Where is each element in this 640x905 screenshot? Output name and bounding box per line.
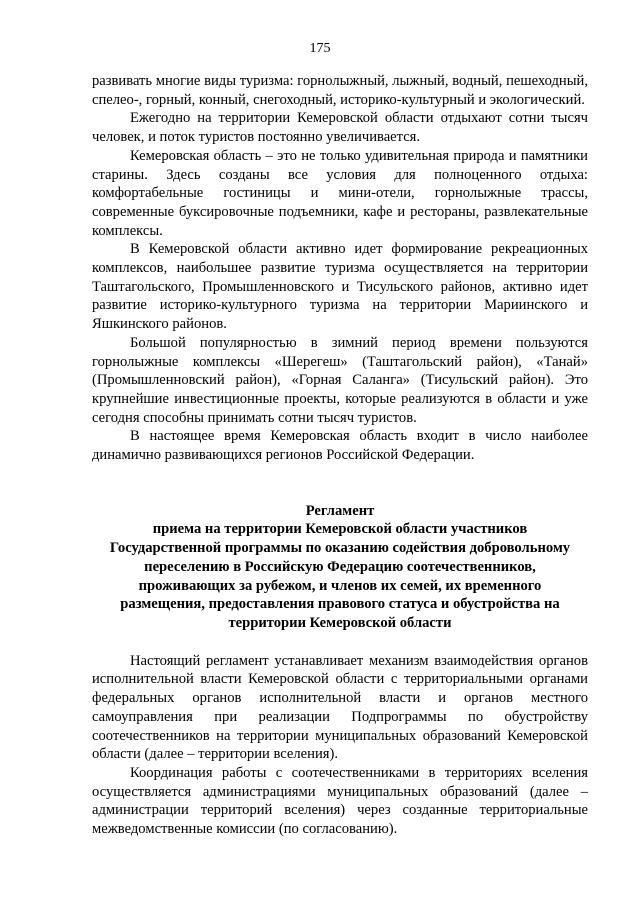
regulation-heading-line: Государственной программы по оказанию содействия добровольному xyxy=(109,540,571,557)
page-number: 175 xyxy=(309,41,331,56)
paragraph-dynamic-region: В настоящее время Кемеровская область входит в число наиболее динамично развивающихся регионов Российской Федерации. xyxy=(92,428,588,464)
regulation-heading-line: переселению в Российскую Федерацию соотечественников, xyxy=(144,558,536,575)
document-body xyxy=(92,72,588,839)
paragraph-tourist-flow: Ежегодно на территории Кемеровской области отдыхают сотни тысяч человек, и поток туристов постоянно увеличивается. xyxy=(92,110,588,146)
regulation-heading-line: приема на территории Кемеровской области участников xyxy=(152,521,528,538)
regulation-heading-line: проживающих за рубежом, и членов их семей, их временного xyxy=(138,577,542,594)
paragraph-recreation-complexes: В Кемеровской области активно идет формирование рекреационных комплексов, наибольшее развитие туризма осуществляется на территории Таштагольского, Промышленновского и Тисульского районов, активно идет развитие историко-культурного туризма на территории Мариинского и Яшкинского районов. xyxy=(92,241,588,333)
regulation-body xyxy=(92,652,588,839)
paragraph-coordination: Координация работы с соотечественниками в территориях вселения осуществляется администрациями муниципальных образований (далее – администрации территорий вселения) через созданные территориальные межведомственные комиссии (по согласованию). xyxy=(92,764,588,838)
regulation-heading xyxy=(92,502,588,633)
regulation-heading-line: территории Кемеровской области xyxy=(228,614,452,631)
paragraph-regulation-mechanism: Настоящий регламент устанавливает механизм взаимодействия органов исполнительной власти Кемеровской области с территориальными органами федеральных органов исполнительной власти и органов местного самоуправления при реализации Подпрограммы по обустройству соотечественников на территории муниципальных образований Кемеровской области (далее – территории вселения). xyxy=(92,652,588,763)
paragraph-ski-resorts: Большой популярностью в зимний период времени пользуются горнолыжные комплексы «Шерегеш» (Таштагольский район), «Танай» (Промышленновский район), «Горная Саланга» (Тисульский район). Это крупнейшие инвестиционные проекты, которые реализуются в области и уже сегодня способны принимать сотни тысяч туристов. xyxy=(92,334,588,426)
regulation-heading-line: размещения, предоставления правового статуса и обустройства на xyxy=(120,596,560,613)
paragraph-tourism-types: развивать многие виды туризма: горнолыжный, лыжный, водный, пешеходный, спелео-, горный, конный, снегоходный, историко-культурный и экологический. xyxy=(92,73,588,108)
regulation-heading-title: Регламент xyxy=(305,502,375,519)
paragraph-nature-and-leisure: Кемеровская область – это не только удивительная природа и памятники старины. Здесь созданы все условия для полноценного отдыха: комфортабельные гостиницы и мини-отели, горнолыжные трассы, современные буксировочные подъемники, кафе и рестораны, развлекательные комплексы. xyxy=(92,147,588,239)
